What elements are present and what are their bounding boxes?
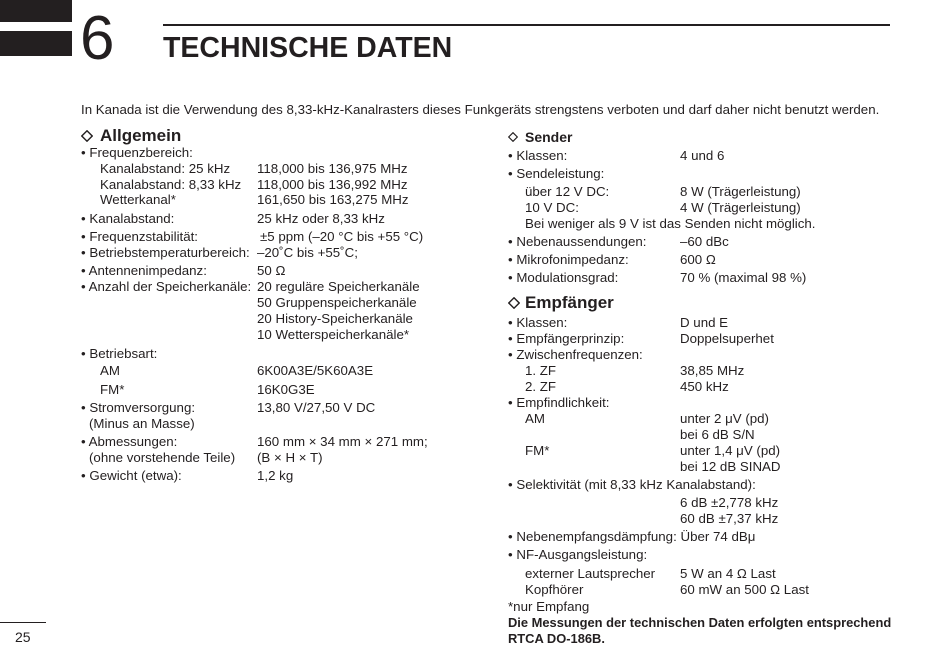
spec-sublabel: FM* <box>100 382 125 397</box>
spec-value: 50 Ω <box>257 263 286 278</box>
measurement-note-line: Die Messungen der technischen Daten erfolgten entsprechend <box>508 615 892 630</box>
spec-value: 60 dB ±7,37 kHz <box>680 511 779 526</box>
chapter-tab-bar <box>0 0 72 22</box>
spec-value: D und E <box>680 315 729 330</box>
spec-value: unter 2 μV (pd) <box>680 411 769 426</box>
spec-sublabel: Kanalabstand: 8,33 kHz <box>100 177 242 192</box>
spec-value: 38,85 MHz <box>680 363 745 378</box>
transmitter-heading <box>508 129 572 145</box>
spec-value: 20 reguläre Speicherkanäle <box>257 279 420 294</box>
canada-notice: In Kanada ist die Verwendung des 8,33-kHz-Kanalrasters dieses Funkgeräts strengstens verboten und darf daher nicht benutzt werden. <box>81 102 880 117</box>
spec-label: • Selektivität (mit 8,33 kHz Kanalabstand): <box>508 477 756 492</box>
spec-label: • Empfindlichkeit: <box>508 395 610 410</box>
spec-label: • Antennenimpedanz: <box>81 263 207 278</box>
spec-note: (Minus an Masse) <box>89 416 195 431</box>
spec-sublabel: 1. ZF <box>525 363 557 378</box>
spec-value: 16K0G3E <box>257 382 315 397</box>
spec-label: • Nebenaussendungen: <box>508 234 647 249</box>
spec-label: • Frequenzbereich: <box>81 145 193 160</box>
spec-sublabel: externer Lautsprecher <box>525 566 656 581</box>
spec-value: 1,2 kg <box>257 468 294 483</box>
spec-value: ±5 ppm (–20 °C bis +55 °C) <box>260 229 424 244</box>
spec-value: 4 W (Trägerleistung) <box>680 200 801 215</box>
spec-sublabel: über 12 V DC: <box>525 184 610 199</box>
spec-label: • Mikrofonimpedanz: <box>508 252 629 267</box>
spec-label: • Stromversorgung: <box>81 400 196 415</box>
spec-label: • Sendeleistung: <box>508 166 605 181</box>
spec-value: 600 Ω <box>680 252 716 267</box>
spec-value: 10 Wetterspeicherkanäle* <box>257 327 410 342</box>
spec-label: • Zwischenfrequenzen: <box>508 347 643 362</box>
spec-value: –20˚C bis +55˚C; <box>257 245 358 260</box>
spec-note: (ohne vorstehende Teile) <box>89 450 236 465</box>
spec-value: 6K00A3E/5K60A3E <box>257 363 374 378</box>
spec-value: 70 % (maximal 98 %) <box>680 270 807 285</box>
spec-value: Doppelsuperhet <box>680 331 774 346</box>
spec-value: 5 W an 4 Ω Last <box>680 566 776 581</box>
spec-value: 8 W (Trägerleistung) <box>680 184 801 199</box>
page-number: 25 <box>15 629 31 645</box>
spec-sublabel: AM <box>100 363 120 378</box>
spec-label: • Empfängerprinzip: <box>508 331 625 346</box>
title-rule <box>163 24 890 26</box>
spec-value: 20 History-Speicherkanäle <box>257 311 413 326</box>
spec-label: • Betriebsart: <box>81 346 158 361</box>
chapter-number: 6 <box>80 4 115 73</box>
page-number-rule <box>0 622 46 623</box>
general-heading <box>81 126 181 146</box>
spec-sublabel: Wetterkanal* <box>100 192 176 207</box>
spec-label: • Modulationsgrad: <box>508 270 619 285</box>
spec-value: 450 kHz <box>680 379 729 394</box>
spec-label: • Frequenzstabilität: <box>81 229 198 244</box>
spec-value: 60 mW an 500 Ω Last <box>680 582 809 597</box>
spec-label: • Klassen: <box>508 315 568 330</box>
spec-label: • Betriebstemperaturbereich: <box>81 245 250 260</box>
spec-sublabel: Kanalabstand: 25 kHz <box>100 161 231 176</box>
spec-value: 13,80 V/27,50 V DC <box>257 400 376 415</box>
spec-value: unter 1,4 μV (pd) <box>680 443 781 458</box>
spec-value: 118,000 bis 136,992 MHz <box>257 177 408 192</box>
footnote: *nur Empfang <box>508 599 590 614</box>
spec-value: –60 dBc <box>680 234 729 249</box>
spec-value: Über 74 dBμ <box>680 529 756 544</box>
spec-sublabel: 10 V DC: <box>525 200 579 215</box>
spec-label: • Anzahl der Speicherkanäle: <box>81 279 252 294</box>
spec-value: (B × H × T) <box>257 450 323 465</box>
diamond-icon <box>508 297 520 309</box>
spec-value: 6 dB ±2,778 kHz <box>680 495 779 510</box>
chapter-tab-bar <box>0 31 72 56</box>
spec-label: • NF-Ausgangsleistung: <box>508 547 648 562</box>
spec-label: • Nebenempfangsdämpfung: <box>508 529 677 544</box>
receiver-heading-text: Empfänger <box>525 293 614 312</box>
spec-label: • Kanalabstand: <box>81 211 175 226</box>
general-heading-text: Allgemein <box>100 126 182 145</box>
spec-value: 4 und 6 <box>680 148 725 163</box>
spec-value: 160 mm × 34 mm × 271 mm; <box>257 434 428 449</box>
spec-sublabel: 2. ZF <box>525 379 557 394</box>
chapter-title: TECHNISCHE DATEN <box>163 32 453 64</box>
spec-value: bei 12 dB SINAD <box>680 459 781 474</box>
spec-value: bei 6 dB S/N <box>680 427 755 442</box>
spec-label: • Klassen: <box>508 148 568 163</box>
spec-sublabel: FM* <box>525 443 550 458</box>
measurement-note-line: RTCA DO-186B. <box>508 631 605 646</box>
transmitter-heading-text: Sender <box>525 129 573 145</box>
spec-value: 25 kHz oder 8,33 kHz <box>257 211 385 226</box>
spec-note: Bei weniger als 9 V ist das Senden nicht möglich. <box>525 216 816 231</box>
receiver-heading <box>508 293 614 313</box>
spec-sublabel: Kopfhörer <box>525 582 584 597</box>
spec-value: 50 Gruppenspeicherkanäle <box>257 295 417 310</box>
spec-label: • Abmessungen: <box>81 434 178 449</box>
diamond-icon <box>508 132 518 142</box>
spurious-rejection-row <box>508 529 755 545</box>
diamond-icon <box>81 130 93 142</box>
spec-value: 161,650 bis 163,275 MHz <box>257 192 409 207</box>
spec-label: • Gewicht (etwa): <box>81 468 182 483</box>
spec-value: 118,000 bis 136,975 MHz <box>257 161 408 176</box>
spec-sublabel: AM <box>525 411 545 426</box>
